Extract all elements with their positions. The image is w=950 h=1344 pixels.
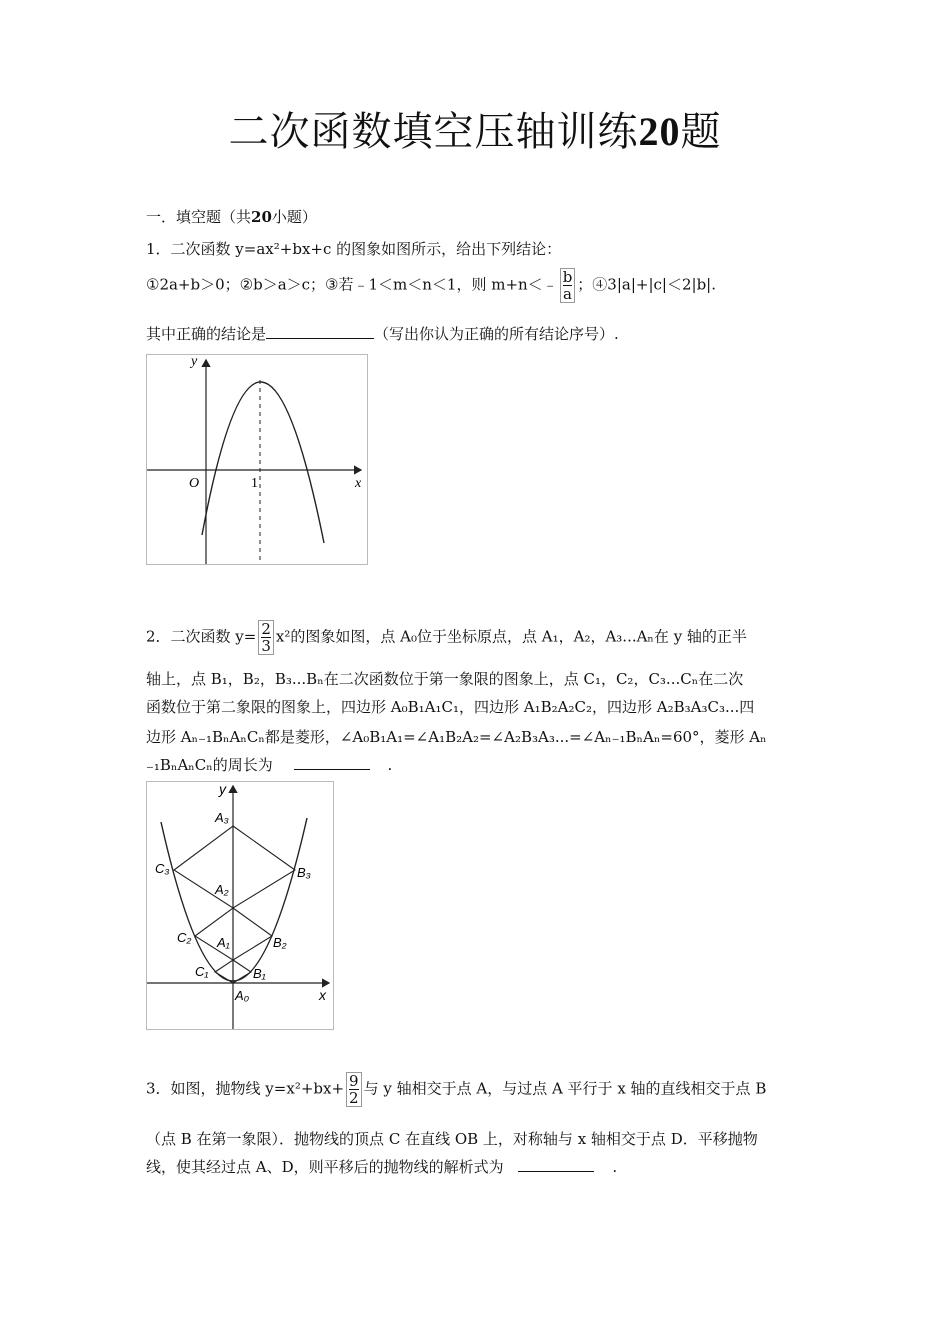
q1-conclusions-part1: ①2a+b＞0；②b＞a＞c；③若﹣1＜m＜n＜1，则 m+n＜﹣ bbox=[146, 275, 558, 294]
q1-answer-suffix: （写出你认为正确的所有结论序号）. bbox=[374, 325, 619, 343]
title-end: 题 bbox=[680, 109, 722, 155]
q2-line-1a: 2．二次函数 y= bbox=[146, 627, 257, 646]
q3-line-3b: . bbox=[612, 1158, 618, 1176]
q1-conclusions-part2: ；④3|a|+|c|＜2|b|. bbox=[577, 275, 716, 294]
section-prefix: 一．填空题（共 bbox=[146, 208, 252, 226]
q2-graph bbox=[146, 781, 334, 1030]
page-title bbox=[0, 100, 950, 157]
q1-fraction bbox=[560, 268, 576, 303]
q3-line-2: （点 B 在第一象限）．抛物线的顶点 C 在直线 OB 上，对称轴与 x 轴相交于点 D．平移抛物 bbox=[146, 1130, 758, 1148]
q1-y-label: y bbox=[191, 355, 198, 369]
q1-parabola bbox=[202, 382, 324, 543]
q1-answer-prefix: 其中正确的结论是 bbox=[146, 325, 267, 343]
q1-origin-label: O bbox=[189, 476, 200, 491]
q3-line-3 bbox=[146, 1156, 617, 1177]
q2-answer-blank[interactable] bbox=[294, 755, 370, 770]
q2-graph-svg bbox=[147, 782, 333, 1029]
q2-line-1b: x²的图象如图，点 A₀位于坐标原点，点 A₁，A₂，A₃...Aₙ在 y 轴的正半 bbox=[275, 627, 747, 646]
q1-tick-label: 1 bbox=[251, 476, 258, 491]
q2-label-A2: A₂ bbox=[215, 882, 229, 897]
q1-frac-den: a bbox=[563, 285, 572, 303]
q2-line-5b: . bbox=[387, 756, 393, 774]
q2-label-A3: A₃ bbox=[215, 810, 229, 825]
section-header bbox=[146, 206, 317, 227]
q2-label-A1: A₁ bbox=[217, 935, 230, 950]
q2-label-B1: B₁ bbox=[253, 966, 266, 981]
section-count: 20 bbox=[251, 208, 272, 226]
q2-x-label: x bbox=[319, 987, 326, 1003]
q1-intro: 1．二次函数 y=ax²+bx+c 的图象如图所示，给出下列结论： bbox=[146, 240, 562, 258]
q2-line-3: 函数位于第二象限的图象上，四边形 A₀B₁A₁C₁，四边形 A₁B₂A₂C₂，四边形 A₂B₃A₃C₃...四 bbox=[146, 698, 755, 716]
q2-fraction bbox=[258, 620, 274, 655]
q2-label-A0: A₀ bbox=[235, 988, 250, 1003]
q2-label-B2: B₂ bbox=[273, 935, 287, 950]
q2-label-C1: C₁ bbox=[195, 964, 209, 979]
title-text: 二次函数填空压轴训练 bbox=[228, 109, 639, 155]
q2-line-4: 边形 Aₙ₋₁BₙAₙCₙ都是菱形，∠A₀B₁A₁=∠A₁B₂A₂=∠A₂B₃A₃...=∠Aₙ₋₁BₙAₙ=60°，菱形 Aₙ bbox=[146, 728, 767, 746]
q3-frac-den: 2 bbox=[349, 1089, 359, 1107]
q2-y-label: y bbox=[219, 782, 226, 797]
q1-conclusions bbox=[146, 268, 716, 303]
q1-graph bbox=[146, 354, 368, 565]
q2-parabola bbox=[161, 818, 307, 981]
q2-label-C3: C₃ bbox=[155, 861, 170, 876]
q2-line-2: 轴上，点 B₁，B₂，B₃...Bₙ在二次函数位于第一象限的图象上，点 C₁，C₂，C₃...Cₙ在二次 bbox=[146, 670, 744, 688]
q2-label-B3: B₃ bbox=[297, 865, 311, 880]
q3-line-3a: 线，使其经过点 A、D，则平移后的抛物线的解析式为 bbox=[146, 1158, 504, 1176]
q2-line-5a: ₋₁BₙAₙCₙ的周长为 bbox=[146, 756, 273, 774]
q3-answer-blank[interactable] bbox=[518, 1157, 594, 1172]
section-suffix: 小题） bbox=[271, 208, 317, 226]
q2-line-5 bbox=[146, 754, 392, 775]
q1-graph-svg bbox=[147, 355, 367, 564]
q1-answer-blank[interactable] bbox=[266, 324, 374, 339]
q2-line-1 bbox=[146, 620, 747, 655]
q3-line-1 bbox=[146, 1072, 766, 1107]
q1-frac-num: b bbox=[562, 268, 573, 286]
q2-frac-den: 3 bbox=[261, 637, 271, 655]
q3-frac-num: 9 bbox=[349, 1072, 359, 1090]
title-number: 20 bbox=[638, 109, 681, 154]
q2-frac-num: 2 bbox=[261, 620, 271, 638]
q3-line-1b: 与 y 轴相交于点 A，与过点 A 平行于 x 轴的直线相交于点 B bbox=[363, 1079, 767, 1098]
q1-answer-line bbox=[146, 323, 619, 344]
q3-line-1a: 3．如图，抛物线 y=x²+bx+ bbox=[146, 1079, 345, 1098]
q2-label-C2: C₂ bbox=[177, 930, 192, 945]
q2-rhombus-3 bbox=[174, 826, 295, 908]
q3-fraction bbox=[346, 1072, 362, 1107]
q1-x-label: x bbox=[355, 476, 362, 491]
